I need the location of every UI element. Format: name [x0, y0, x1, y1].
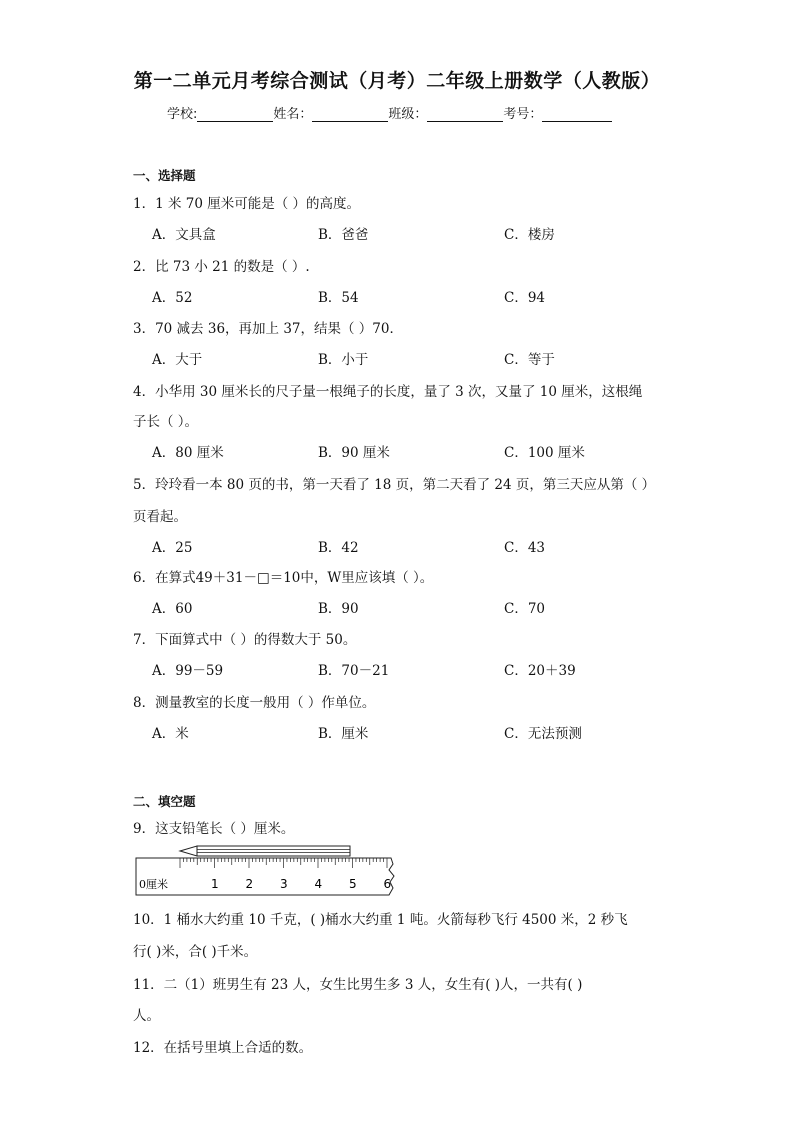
question-12: 12．在括号里填上合适的数。	[133, 1040, 313, 1056]
school-label: 学校:	[167, 107, 198, 122]
page-title: 第一二单元月考综合测试（月考）二年级上册数学（人教版）	[133, 70, 661, 92]
q5-option-c[interactable]: C．43	[504, 540, 546, 556]
pencil-icon	[180, 846, 350, 856]
question-5-line-1: 5．玲玲看一本 80 页的书，第一天看了 18 页，第二天看了 24 页，第三天应从第（ ）	[133, 477, 656, 493]
name-label: 姓名：	[273, 107, 313, 122]
name-blank[interactable]	[312, 107, 388, 122]
question-4-line-1: 4．小华用 30 厘米长的尺子量一根绳子的长度，量了 3 次，又量了 10 厘米，这根绳	[133, 384, 643, 400]
q4-option-a[interactable]: A．80 厘米	[152, 445, 224, 461]
question-10-line-2: 行( )米，合( )千米。	[133, 944, 258, 960]
q5-option-a[interactable]: A．25	[152, 540, 193, 556]
ruler-pencil-figure	[135, 842, 399, 900]
q1-option-a[interactable]: A．文具盒	[152, 227, 216, 243]
question-8: 8．测量教室的长度一般用（ ）作单位。	[133, 695, 376, 711]
q2-option-c[interactable]: C．94	[504, 290, 546, 306]
ruler-zero-label: 0厘米	[139, 878, 168, 891]
q8-option-c[interactable]: C．无法预测	[504, 726, 582, 742]
ruler-tick-label: 3	[280, 877, 288, 891]
question-4-line-2: 子长（ ）。	[133, 414, 199, 430]
section-heading-fill: 二、填空题	[133, 794, 196, 809]
ruler-tick-label: 4	[314, 877, 323, 891]
q7-option-c[interactable]: C．20＋39	[504, 663, 576, 679]
q3-option-b[interactable]: B．小于	[318, 352, 369, 368]
q4-option-b[interactable]: B．90 厘米	[318, 445, 390, 461]
q7-option-b[interactable]: B．70－21	[318, 663, 390, 679]
question-11-line-1: 11．二（1）班男生有 23 人，女生比男生多 3 人，女生有( )人，一共有( )	[133, 977, 583, 993]
question-1: 1．1 米 70 厘米可能是（ ）的高度。	[133, 196, 361, 212]
ruler-tick-label: 5	[349, 877, 357, 891]
q2-option-b[interactable]: B．54	[318, 290, 359, 306]
question-6: 6．在算式49＋31－□＝10中，W里应该填（ ）。	[133, 570, 434, 586]
q4-option-c[interactable]: C．100 厘米	[504, 445, 585, 461]
ruler-tick-label: 6	[383, 877, 392, 891]
class-label: 班级：	[388, 107, 428, 122]
question-5-line-2: 页看起。	[133, 509, 187, 525]
q7-option-a[interactable]: A．99－59	[152, 663, 224, 679]
question-3: 3．70 减去 36，再加上 37，结果（ ）70．	[133, 321, 403, 337]
q6-option-b[interactable]: B．90	[318, 601, 359, 617]
q1-option-c[interactable]: C．楼房	[504, 227, 555, 243]
q3-option-c[interactable]: C．等于	[504, 352, 555, 368]
q1-option-b[interactable]: B．爸爸	[318, 227, 369, 243]
q3-option-a[interactable]: A．大于	[152, 352, 203, 368]
question-11-line-2: 人。	[133, 1008, 160, 1024]
q8-option-b[interactable]: B．厘米	[318, 726, 369, 742]
number-blank[interactable]	[542, 107, 612, 122]
question-9: 9．这支铅笔长（ ）厘米。	[133, 821, 295, 837]
section-heading-choice: 一、选择题	[133, 168, 196, 183]
school-blank[interactable]	[197, 107, 273, 122]
q6-option-a[interactable]: A．60	[152, 601, 193, 617]
student-info-line	[167, 103, 612, 122]
ruler-tick-label: 1	[211, 877, 219, 891]
ruler-icon	[136, 858, 394, 895]
class-blank[interactable]	[427, 107, 503, 122]
q6-option-c[interactable]: C．70	[504, 601, 546, 617]
question-10-line-1: 10．1 桶水大约重 10 千克，( )桶水大约重 1 吨。火箭每秒飞行 4500 米，2 秒飞	[133, 912, 628, 928]
question-7: 7．下面算式中（ ）的得数大于 50。	[133, 632, 357, 648]
q5-option-b[interactable]: B．42	[318, 540, 359, 556]
q2-option-a[interactable]: A．52	[152, 290, 193, 306]
question-2: 2．比 73 小 21 的数是（ ）.	[133, 259, 310, 275]
ruler-tick-label: 2	[245, 877, 254, 891]
number-label: 考号：	[503, 107, 543, 122]
q8-option-a[interactable]: A．米	[152, 726, 189, 742]
